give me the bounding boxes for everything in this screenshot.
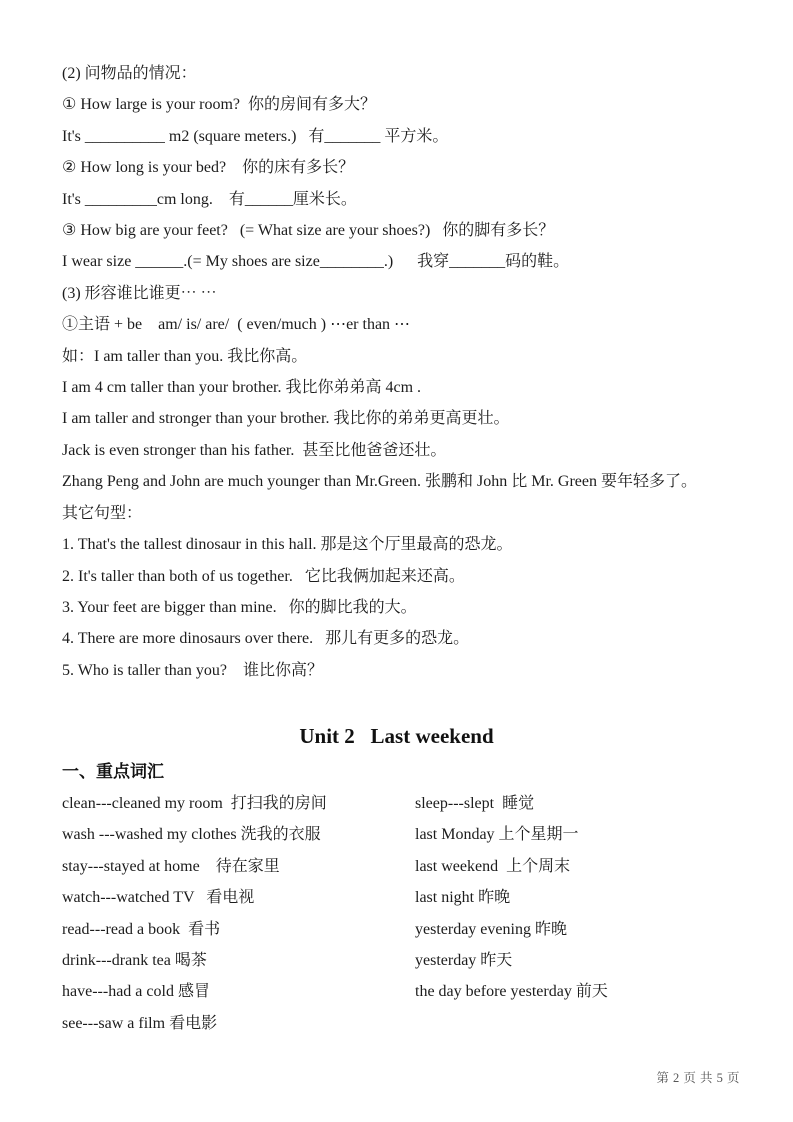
grammar-line: 3. Your feet are bigger than mine. 你的脚比我的大。 bbox=[62, 598, 417, 616]
grammar-line: I am taller and stronger than your brother. 我比你的弟弟更高更壮。 bbox=[62, 410, 510, 428]
vocab-item: wash ---washed my clothes 洗我的衣服 bbox=[62, 826, 321, 844]
vocab-item: sleep---slept 睡觉 bbox=[415, 795, 535, 812]
grammar-line: It's __________ m2 (square meters.) 有_______ 平方米。 bbox=[62, 127, 449, 145]
vocab-item: clean---cleaned my room 打扫我的房间 bbox=[62, 795, 327, 812]
page-number: 第 2 页 共 5 页 bbox=[656, 1071, 740, 1085]
vocab-item: drink---drank tea 喝茶 bbox=[62, 952, 207, 970]
vocab-heading: 一、重点词汇 bbox=[62, 762, 164, 781]
vocab-item: the day before yesterday 前天 bbox=[415, 983, 608, 1001]
grammar-line: It's _________cm long. 有______厘米长。 bbox=[62, 190, 357, 208]
vocab-item: see---saw a film 看电影 bbox=[62, 1014, 218, 1032]
grammar-line: I wear size ______.(= My shoes are size________.) 我穿_______码的鞋。 bbox=[62, 253, 570, 271]
grammar-line: ② How long is your bed? 你的床有多长？ bbox=[62, 159, 355, 177]
grammar-line: 1. That's the tallest dinosaur in this hall. 那是这个厅里最高的恐龙。 bbox=[62, 536, 513, 554]
vocab-column-right bbox=[415, 788, 753, 1039]
grammar-line: ①主语 + be am/ is/ are/ ( even/much ) ⋯er than ⋯ bbox=[62, 316, 411, 334]
grammar-line: (3) 形容谁比谁更⋯ ⋯ bbox=[62, 284, 217, 302]
grammar-line: Jack is even stronger than his father. 甚至比他爸爸还壮。 bbox=[62, 441, 447, 459]
vocab-item: yesterday 昨天 bbox=[415, 952, 513, 970]
vocab-item: last night 昨晚 bbox=[415, 889, 511, 907]
grammar-line: ③ How big are your feet? (= What size are your shoes?) 你的脚有多长？ bbox=[62, 222, 555, 240]
vocab-columns bbox=[62, 788, 753, 1039]
vocab-item: have---had a cold 感冒 bbox=[62, 983, 210, 1001]
grammar-line: 如：I am taller than you. 我比你高。 bbox=[62, 347, 308, 365]
grammar-line: 其它句型： bbox=[62, 504, 143, 522]
grammar-line: I am 4 cm taller than your brother. 我比你弟弟高 4cm . bbox=[62, 379, 422, 397]
vocab-item: last Monday 上个星期一 bbox=[415, 826, 579, 844]
grammar-line: (2) 问物品的情况： bbox=[62, 65, 197, 82]
grammar-line: 2. It's taller than both of us together. 它比我俩加起来还高。 bbox=[62, 567, 465, 585]
vocab-item: last weekend 上个周末 bbox=[415, 857, 571, 875]
unit-title: Unit 2 Last weekend bbox=[299, 724, 494, 748]
grammar-line: 5. Who is taller than you? 谁比你高？ bbox=[62, 661, 324, 679]
vocab-item: read---read a book 看书 bbox=[62, 920, 221, 938]
grammar-line: Zhang Peng and John are much younger than Mr.Green. 张鹏和 John 比 Mr. Green 要年轻多了。 bbox=[62, 473, 698, 491]
vocab-item: yesterday evening 昨晚 bbox=[415, 920, 567, 938]
vocab-column-left bbox=[62, 788, 415, 1039]
vocab-item: watch---watched TV 看电视 bbox=[62, 889, 255, 907]
grammar-section bbox=[62, 58, 748, 686]
vocab-item: stay---stayed at home 待在家里 bbox=[62, 857, 280, 875]
grammar-line: ① How large is your room? 你的房间有多大？ bbox=[62, 96, 377, 114]
grammar-line: 4. There are more dinosaurs over there. 那儿有更多的恐龙。 bbox=[62, 630, 470, 648]
